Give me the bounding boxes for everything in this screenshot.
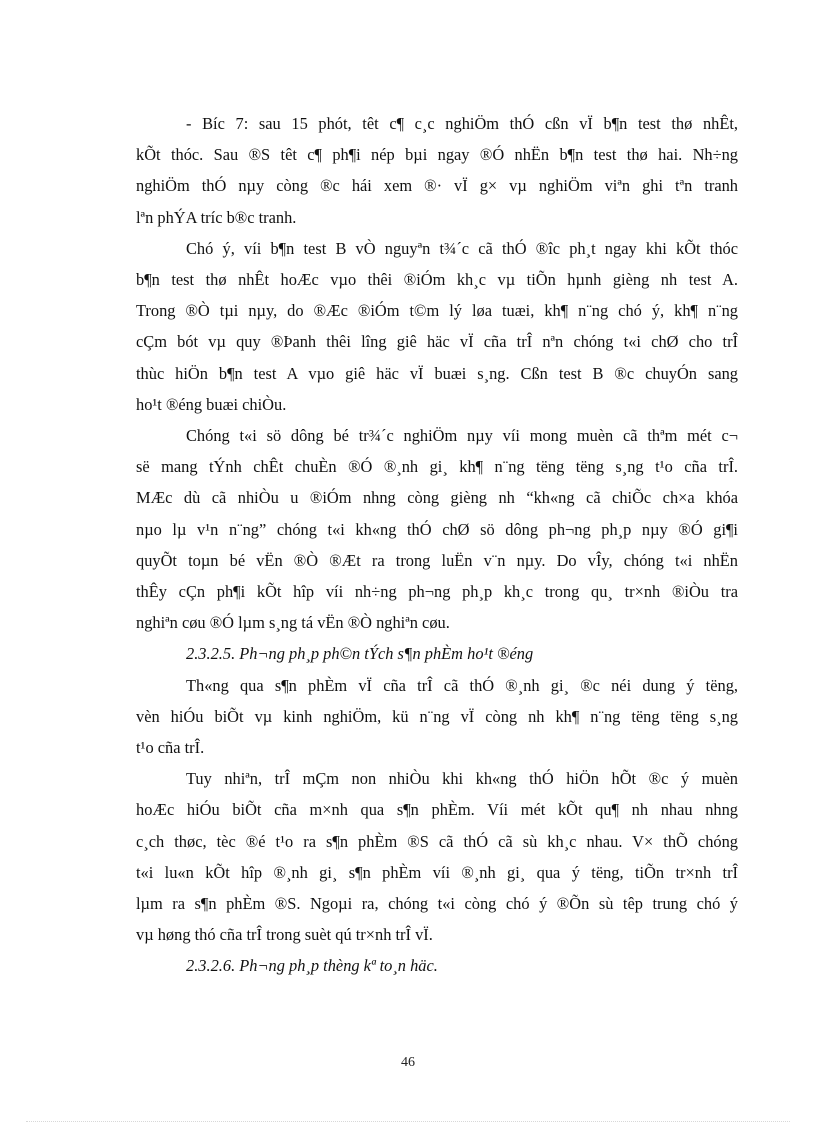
body-text <box>136 108 738 982</box>
text-line: thùc hiÖn b¶n test A vµo giê häc vÏ buæi s¸ng. Cßn test B ®c chuyÓn sang <box>136 363 738 383</box>
paragraph-test-b <box>136 233 738 420</box>
text-line: vµ høng thó cña trÎ trong suèt qú tr×nh trÎ vÏ. <box>136 925 433 945</box>
text-line: nghiÖm thÓ nµy còng ®c hái xem ®· vÏ g× vµ nghiÖm viªn ghi tªn tranh <box>136 176 738 196</box>
text-line: cÇm bót vµ quy ®Þanh thêi lîng giê häc vÏ cña trÎ nªn chóng t«i chØ cho trÎ <box>136 332 738 352</box>
text-line: - Bíc 7: sau 15 phót, têt c¶ c¸c nghiÖm thÓ cßn vÏ b¶n test thø nhÊt, <box>186 114 738 133</box>
section-heading-2-3-2-5: 2.3.2.5. Ph¬ng ph¸p ph©n tÝch s¶n phÈm ho¹t ®éng <box>186 644 534 664</box>
page-number: 46 <box>401 1055 415 1070</box>
text-line: thÊy cÇn ph¶i kÕt hîp víi nh÷ng ph¬ng ph¸p kh¸c trong qu¸ tr×nh ®iÒu tra <box>136 582 738 602</box>
text-line: nghiªn cøu ®Ó lµm s¸ng tá vËn ®Ò nghiªn cøu. <box>136 613 450 633</box>
text-line: Chóng t«i sö dông bé tr¾´c nghiÖm nµy víi mong muèn cã thªm mét c¬ <box>186 426 738 446</box>
text-line: kÕt thóc. Sau ®S têt c¶ ph¶i nép bµi ngay ®Ó nhËn b¶n test thø hai. Nh÷ng <box>136 145 738 165</box>
text-line: Chó ý, víi b¶n test B vÒ nguyªn t¾´c cã thÓ ®îc ph¸t ngay khi kÕt thóc <box>186 238 738 258</box>
text-line: Trong ®Ò tµi nµy, do ®Æc ®iÓm t©m lý løa tuæi, kh¶ n¨ng chó ý, kh¶ n¨ng <box>136 301 738 321</box>
text-line: hoÆc hiÓu biÕt cña m×nh qua s¶n phÈm. Víi mét kÕt qu¶ nh nhau nhng <box>136 800 738 820</box>
paragraph-method-use <box>136 420 738 638</box>
text-line: lªn phÝA tríc b®c tranh. <box>136 207 297 227</box>
text-line: vèn hiÓu biÕt vµ kinh nghiÖm, kü n¨ng vÏ còng nh kh¶ n¨ng tëng tëng s¸ng <box>136 706 738 726</box>
text-line: Tuy nhiªn, trÎ mÇm non nhiÒu khi kh«ng thÓ hiÖn hÕt ®c ý muèn <box>186 769 738 789</box>
paragraph-step-7 <box>136 108 738 233</box>
text-line: MÆc dù cã nhiÒu u ®iÓm nhng còng gièng nh “kh«ng cã chiÕc ch×a khóa <box>136 488 738 508</box>
text-line: lµm ra s¶n phÈm ®S. Ngoµi ra, chóng t«i còng chó ý ®Õn sù têp trung chó ý <box>136 894 738 914</box>
text-line: t«i lu«n kÕt hîp ®¸nh gi¸ s¶n phÈm víi ®¸nh gi¸ qua ý tëng, tiÕn tr×nh trÎ <box>136 862 738 882</box>
text-line: b¶n test thø nhÊt hoÆc vµo thêi ®iÓm kh¸c vµ tiÕn hµnh gièng nh test A. <box>136 270 738 290</box>
text-line: nµo lµ v¹n n¨ng” chóng t«i kh«ng thÓ chØ sö dông ph¬ng ph¸p nµy ®Ó gi¶i <box>136 519 738 539</box>
text-line: c¸ch thøc, tèc ®é t¹o ra s¶n phÈm ®S cã thÓ cã sù kh¸c nhau. V× thÕ chóng <box>136 831 738 851</box>
page-border <box>26 1121 790 1122</box>
text-line: t¹o cña trÎ. <box>136 738 205 758</box>
paragraph-however <box>136 763 738 950</box>
text-line: ho¹t ®éng buæi chiÒu. <box>136 394 287 414</box>
paragraph-product-analysis <box>136 670 738 764</box>
text-line: quyÕt toµn bé vËn ®Ò ®Æt ra trong luËn v¨n nµy. Do vÎy, chóng t«i nhËn <box>136 550 738 570</box>
text-line: së mang tÝnh chÊt chuÈn ®Ó ®¸nh gi¸ kh¶ n¨ng tëng tëng s¸ng t¹o cña trÎ. <box>136 457 738 477</box>
section-heading-2-3-2-6: 2.3.2.6. Ph¬ng ph¸p thèng kª to¸n häc. <box>186 956 438 976</box>
text-line: Th«ng qua s¶n phÈm vÏ cña trÎ cã thÓ ®¸nh gi¸ ®c néi dung ý tëng, <box>186 675 738 695</box>
